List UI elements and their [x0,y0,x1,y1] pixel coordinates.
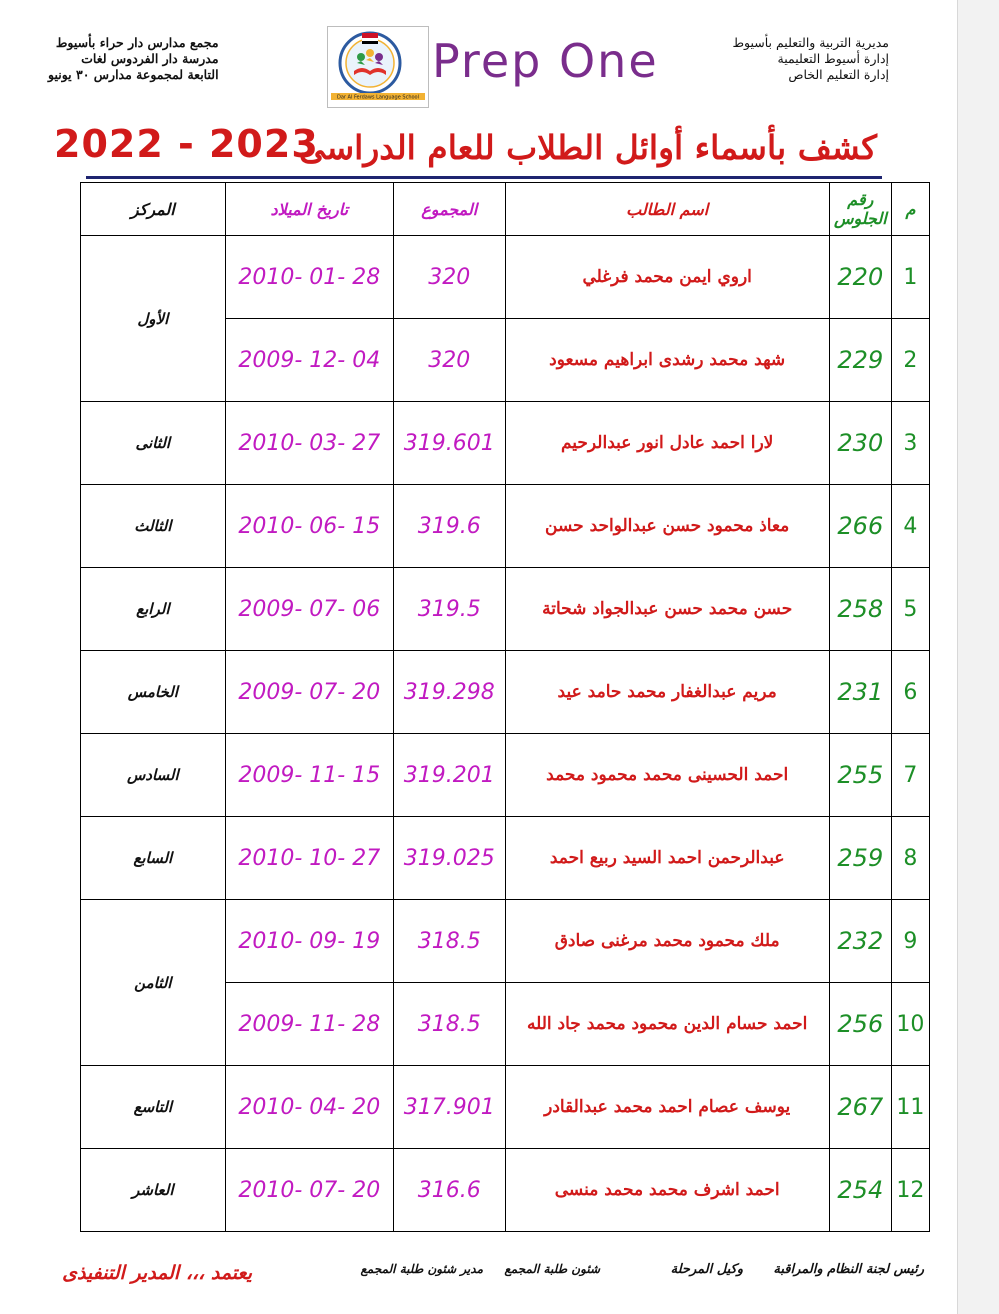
header-line: إدارة أسيوط التعليمية [777,51,889,66]
row-number: 11 [891,1066,929,1149]
rank-cell: الثامن [81,900,226,1066]
total-score: 320 [393,319,505,402]
student-name: معاذ محمود حسن عبدالواحد حسن [505,485,829,568]
rank-cell: الخامس [81,651,226,734]
signature-control-committee: رئيس لجنة النظام والمراقبة [773,1262,924,1277]
col-header-m: م [891,183,929,236]
col-header-name: اسم الطالب [505,183,829,236]
row-number: 2 [891,319,929,402]
row-number: 6 [891,651,929,734]
birth-date: 2010- 03- 27 [225,402,393,485]
row-number: 8 [891,817,929,900]
table-row [81,402,930,485]
signature-stage-deputy: وكيل المرحلة [670,1262,743,1277]
row-number: 12 [891,1149,929,1232]
total-score: 317.901 [393,1066,505,1149]
birth-date: 2009- 11- 15 [225,734,393,817]
total-score: 319.025 [393,817,505,900]
table-row [81,651,930,734]
rank-cell: العاشر [81,1149,226,1232]
student-name: مريم عبدالغفار محمد حامد عيد [505,651,829,734]
student-name: اروي ايمن محمد فرغلي [505,236,829,319]
total-score: 319.298 [393,651,505,734]
col-header-dob: تاريخ الميلاد [225,183,393,236]
birth-date: 2009- 12- 04 [225,319,393,402]
seat-number: 258 [829,568,891,651]
row-number: 4 [891,485,929,568]
header-line: مدرسة دار الفردوس لغات [81,51,219,66]
row-number: 7 [891,734,929,817]
birth-date: 2009- 11- 28 [225,983,393,1066]
seat-number: 254 [829,1149,891,1232]
row-number: 10 [891,983,929,1066]
table-row [81,568,930,651]
header-line: مجمع مدارس دار حراء بأسيوط [55,35,219,50]
table-row [81,817,930,900]
signature-footer [0,1262,940,1292]
row-number: 5 [891,568,929,651]
table-row [81,1066,930,1149]
total-score: 319.6 [393,485,505,568]
academic-year: 2022 - 2023 [54,122,319,166]
total-score: 319.201 [393,734,505,817]
signature-student-affairs: شئون طلبة المجمع [504,1262,600,1276]
student-name: احمد اشرف محمد محمد منسى [505,1149,829,1232]
total-score: 319.601 [393,402,505,485]
student-name: احمد حسام الدين محمود محمد جاد الله [505,983,829,1066]
table-header-row [81,183,930,236]
total-score: 318.5 [393,900,505,983]
birth-date: 2010- 07- 20 [225,1149,393,1232]
table-row [81,485,930,568]
rank-cell: التاسع [81,1066,226,1149]
student-name: ملك محمود محمد مرغنى صادق [505,900,829,983]
header-line: التابعة لمجموعة مدارس ٣٠ يونيو [48,67,219,82]
row-number: 9 [891,900,929,983]
rank-cell: الرابع [81,568,226,651]
birth-date: 2010- 01- 28 [225,236,393,319]
title-underline [86,176,882,179]
directorate-header [732,35,889,83]
seat-number: 231 [829,651,891,734]
top-students-table [80,182,930,1232]
table-row [81,1149,930,1232]
rank-cell: الأول [81,236,226,402]
signature-executive-director: يعتمد ،،، المدير التنفيذى [62,1262,252,1284]
birth-date: 2009- 07- 06 [225,568,393,651]
table-row [81,900,930,983]
grade-title: Prep One [432,34,659,88]
seat-number: 232 [829,900,891,983]
row-number: 3 [891,402,929,485]
col-header-seat: رقم الجلوس [829,183,891,236]
row-number: 1 [891,236,929,319]
school-header [48,35,219,83]
seat-number: 220 [829,236,891,319]
student-name: احمد الحسينى محمد محمود محمد [505,734,829,817]
seat-number: 229 [829,319,891,402]
student-name: يوسف عصام احمد محمد عبدالقادر [505,1066,829,1149]
birth-date: 2010- 04- 20 [225,1066,393,1149]
page-title: كشف بأسماء أوائل الطلاب للعام الدراسى [299,128,877,167]
rank-cell: السابع [81,817,226,900]
rank-cell: الثالث [81,485,226,568]
header-line: مديرية التربية والتعليم بأسيوط [732,35,889,50]
col-header-total: المجموع [393,183,505,236]
logo-caption: Dar Al Ferdaws Language School [337,94,419,101]
header-line: إدارة التعليم الخاص [788,67,889,82]
birth-date: 2010- 09- 19 [225,900,393,983]
birth-date: 2009- 07- 20 [225,651,393,734]
school-logo-icon [328,27,428,107]
total-score: 320 [393,236,505,319]
rank-cell: السادس [81,734,226,817]
birth-date: 2010- 06- 15 [225,485,393,568]
student-name: حسن محمد حسن عبدالجواد شحاتة [505,568,829,651]
seat-number: 266 [829,485,891,568]
signature-student-affairs-manager: مدير شئون طلبة المجمع [360,1262,483,1276]
col-header-rank: المركز [81,183,226,236]
student-name: عبدالرحمن احمد السيد ربيع احمد [505,817,829,900]
birth-date: 2010- 10- 27 [225,817,393,900]
seat-number: 256 [829,983,891,1066]
table-row [81,734,930,817]
seat-number: 259 [829,817,891,900]
seat-number: 267 [829,1066,891,1149]
school-logo [327,26,429,108]
total-score: 316.6 [393,1149,505,1232]
rank-cell: الثانى [81,402,226,485]
table-row [81,236,930,319]
total-score: 319.5 [393,568,505,651]
seat-number: 230 [829,402,891,485]
student-name: لارا احمد عادل انور عبدالرحيم [505,402,829,485]
seat-number: 255 [829,734,891,817]
total-score: 318.5 [393,983,505,1066]
student-name: شهد محمد رشدى ابراهيم مسعود [505,319,829,402]
